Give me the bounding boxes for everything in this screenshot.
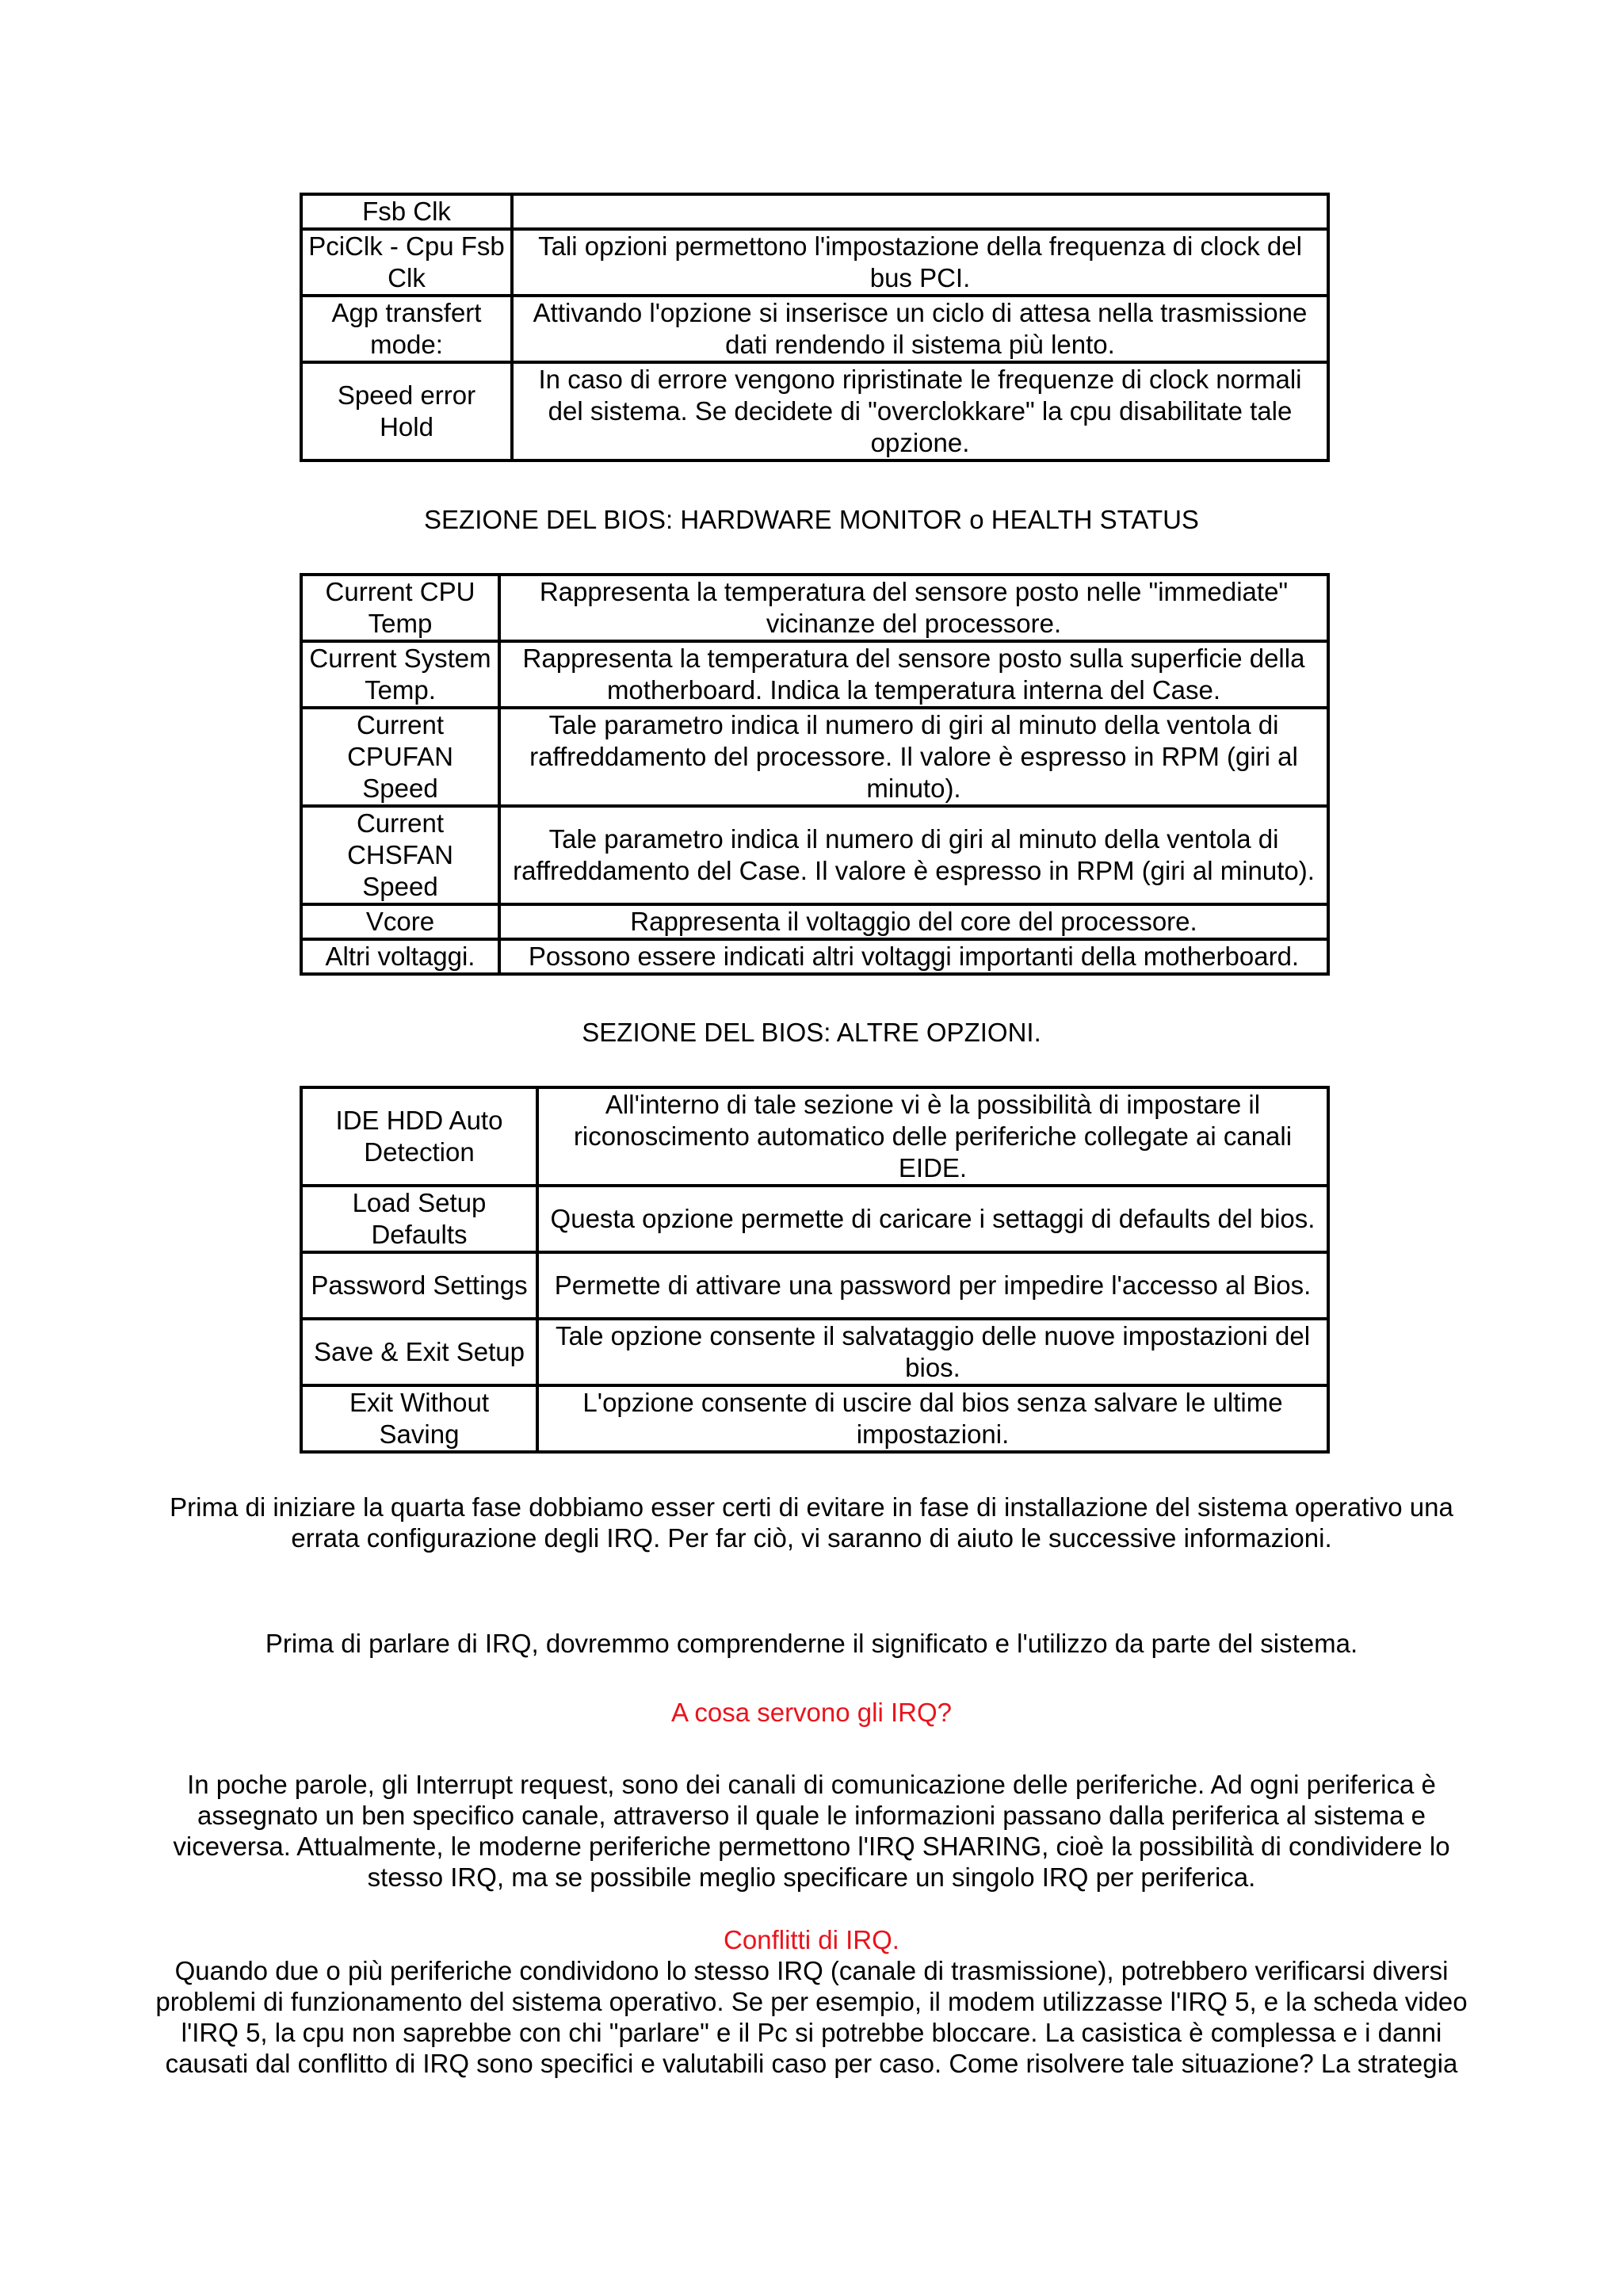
row-description: Tale parametro indica il numero di giri al minuto della ventola di raffreddamento del processore. Il valore è espresso in RPM (giri al minuto). [499,708,1328,806]
table-row [301,362,1328,460]
bios-table-clock [300,193,1330,462]
row-description: Tali opzioni permettono l'impostazione della frequenza di clock del bus PCI. [512,229,1328,296]
row-label: Fsb Clk [301,194,512,229]
row-description: Rappresenta la temperatura del sensore posto sulla superficie della motherboard. Indica la temperatura interna del Case. [499,641,1328,708]
row-description: Permette di attivare una password per impedire l'accesso al Bios. [537,1252,1328,1319]
row-label: Speed error Hold [301,362,512,460]
row-description: Rappresenta la temperatura del sensore posto nelle "immediate" vicinanze del processore. [499,575,1328,641]
row-label: Current CPU Temp [301,575,499,641]
table-row [301,296,1328,362]
row-label: Load Setup Defaults [301,1186,537,1252]
row-label: Save & Exit Setup [301,1319,537,1385]
table-row [301,575,1328,641]
table-row [301,1319,1328,1385]
row-description: Tale opzione consente il salvataggio delle nuove impostazioni del bios. [537,1319,1328,1385]
row-description: Attivando l'opzione si inserisce un ciclo di attesa nella trasmissione dati rendendo il sistema più lento. [512,296,1328,362]
row-label: Exit Without Saving [301,1385,537,1452]
paragraph-irq-intro: Prima di iniziare la quarta fase dobbiamo esser certi di evitare in fase di installazione del sistema operativo una errata configurazione degli IRQ. Per far ciò, vi saranno di aiuto le successive informazioni. [170,1492,1453,1553]
row-label: Altri voltaggi. [301,939,499,974]
table-row [301,939,1328,974]
row-description: Rappresenta il voltaggio del core del processore. [499,904,1328,939]
row-label: Vcore [301,904,499,939]
paragraph-irq-conflicts: Quando due o più periferiche condividono lo stesso IRQ (canale di trasmissione), potrebbero verificarsi diversi problemi di funzionamento del sistema operativo. Se per esempio, il modem utilizzasse l'IRQ 5, e la scheda video l'IRQ 5, la cpu non saprebbe con chi "parlare" e il Pc si potrebbe bloccare. La casistica è complessa e i danni causati dal conflitto di IRQ sono specifici e valutabili caso per caso. Come risolvere tale situazione? La strategia [155,1956,1468,2078]
paragraph-irq-meaning: Prima di parlare di IRQ, dovremmo comprenderne il significato e l'utilizzo da parte del sistema. [265,1629,1358,1658]
table-row [301,1186,1328,1252]
row-description: Tale parametro indica il numero di giri al minuto della ventola di raffreddamento del Case. Il valore è espresso in RPM (giri al minuto). [499,806,1328,904]
row-label: PciClk - Cpu Fsb Clk [301,229,512,296]
table-row [301,229,1328,296]
table-row [301,1385,1328,1452]
row-description: In caso di errore vengono ripristinate le frequenze di clock normali del sistema. Se decidete di "overclokkare" la cpu disabilitate tale opzione. [512,362,1328,460]
bios-table-other-options [300,1086,1330,1454]
heading-irq-purpose: A cosa servono gli IRQ? [670,1698,952,1727]
row-label: Current CHSFAN Speed [301,806,499,904]
table-row [301,641,1328,708]
bios-table-hardware-monitor [300,573,1330,976]
table-row [301,194,1328,229]
table-row [301,1252,1328,1319]
table-row [301,904,1328,939]
row-description: All'interno di tale sezione vi è la possibilità di impostare il riconoscimento automatico delle periferiche collegate ai canali EIDE. [537,1087,1328,1186]
row-label: IDE HDD Auto Detection [301,1087,537,1186]
row-label: Agp transfert mode: [301,296,512,362]
table-row [301,708,1328,806]
paragraph-irq-explanation: In poche parole, gli Interrupt request, sono dei canali di comunicazione delle periferiche. Ad ogni periferica è assegnato un ben specifico canale, attraverso il quale le informazioni passano dalla periferica al sistema e viceversa. Attualmente, le moderne periferiche permettono l'IRQ SHARING, cioè la possibilità di condividere lo stesso IRQ, ma se possibile meglio specificare un singolo IRQ per periferica. [173,1770,1450,1892]
section-title-other-options: SEZIONE DEL BIOS: ALTRE OPZIONI. [582,1018,1041,1047]
row-label: Password Settings [301,1252,537,1319]
row-label: Current CPUFAN Speed [301,708,499,806]
heading-irq-conflicts: Conflitti di IRQ. [724,1925,899,1954]
row-description: Questa opzione permette di caricare i settaggi di defaults del bios. [537,1186,1328,1252]
row-description: L'opzione consente di uscire dal bios senza salvare le ultime impostazioni. [537,1385,1328,1452]
row-label: Current System Temp. [301,641,499,708]
row-description: Possono essere indicati altri voltaggi importanti della motherboard. [499,939,1328,974]
section-title-hardware-monitor: SEZIONE DEL BIOS: HARDWARE MONITOR o HEALTH STATUS [424,505,1199,534]
table-row [301,806,1328,904]
table-row [301,1087,1328,1186]
row-description [512,194,1328,229]
